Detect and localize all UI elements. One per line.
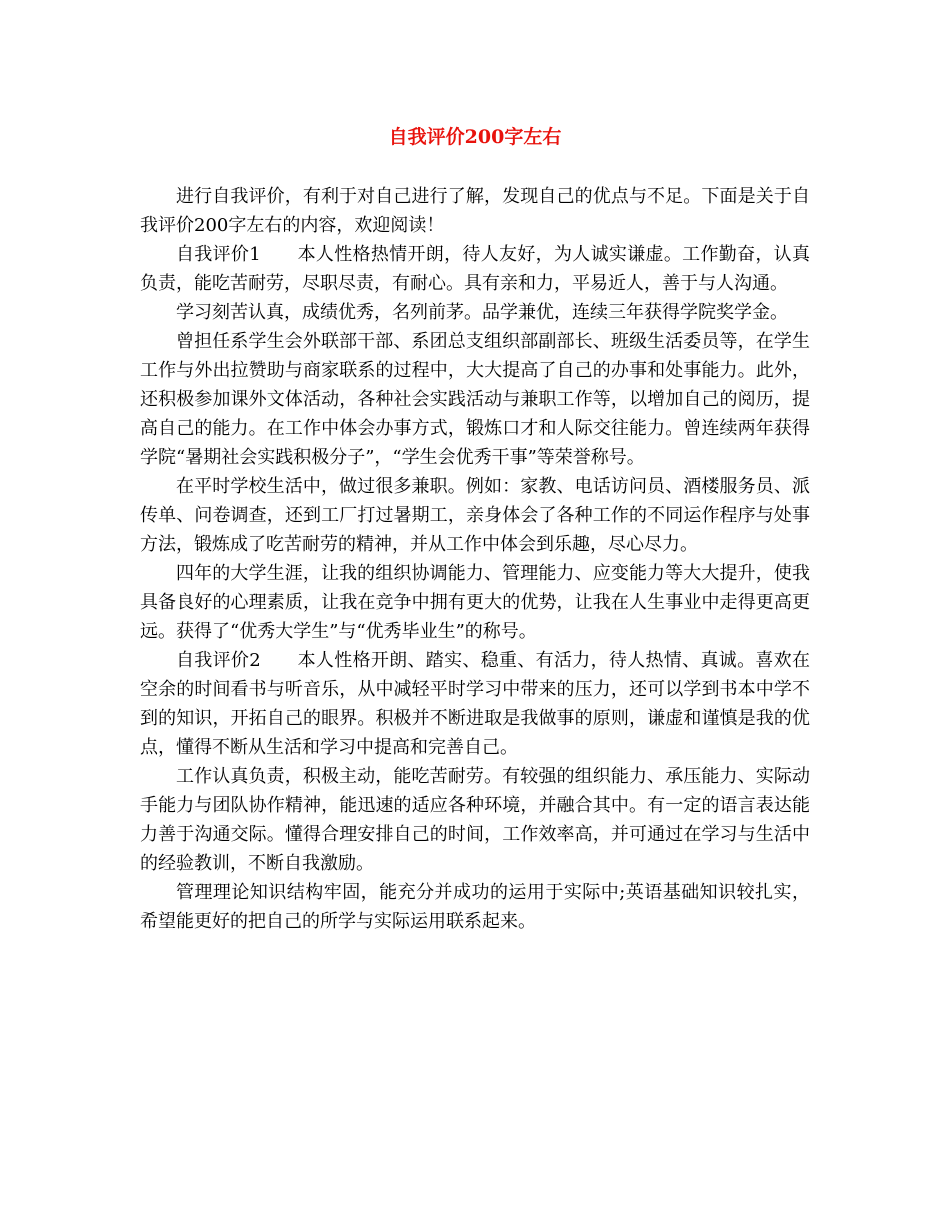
intro-paragraph: 进行自我评价，有利于对自己进行了解，发现自己的优点与不足。下面是关于自我评价200字左右的内容，欢迎阅读！ — [140, 186, 810, 236]
knowledge-paragraph: 管理理论知识结构牢固，能充分并成功的运用于实际中;英语基础知识较扎实，希望能更好的把自己的所学与实际运用联系起来。 — [140, 882, 810, 932]
work-attitude-paragraph: 工作认真负责，积极主动，能吃苦耐劳。有较强的组织能力、承压能力、实际动手能力与团队协作精神，能迅速的适应各种环境，并融合其中。有一定的语言表达能力善于沟通交际。懂得合理安排自己的时间，工作效率高，并可通过在学习与生活中的经验教训，不断自我激励。 — [140, 766, 810, 874]
university-life-paragraph: 四年的大学生涯，让我的组织协调能力、管理能力、应变能力等大大提升，使我具备良好的心理素质，让我在竞争中拥有更大的优势，让我在人生事业中走得更高更远。获得了“优秀大学生”与“优秀毕业生”的称号。 — [140, 563, 810, 642]
part-time-paragraph: 在平时学校生活中，做过很多兼职。例如：家教、电话访问员、酒楼服务员、派传单、问卷调查，还到工厂打过暑期工，亲身体会了各种工作的不同运作程序与处事方法，锻炼成了吃苦耐劳的精神，并从工作中体会到乐趣，尽心尽力。 — [140, 476, 810, 555]
document-body — [140, 182, 810, 936]
evaluation-1-paragraph: 自我评价1 本人性格热情开朗，待人友好，为人诚实谦虚。工作勤奋，认真负责，能吃苦耐劳，尽职尽责，有耐心。具有亲和力，平易近人，善于与人沟通。 — [140, 244, 810, 294]
study-paragraph: 学习刻苦认真，成绩优秀，名列前茅。品学兼优，连续三年获得学院奖学金。 — [176, 302, 788, 323]
student-union-paragraph: 曾担任系学生会外联部干部、系团总支组织部副部长、班级生活委员等，在学生工作与外出拉赞助与商家联系的过程中，大大提高了自己的办事和处事能力。此外，还积极参加课外文体活动，各种社会实践活动与兼职工作等，以增加自己的阅历，提高自己的能力。在工作中体会办事方式，锻炼口才和人际交往能力。曾连续两年获得学院“暑期社会实践积极分子”，“学生会优秀干事”等荣誉称号。 — [140, 331, 810, 468]
document-title: 自我评价200字左右 — [388, 126, 562, 148]
evaluation-2-paragraph: 自我评价2 本人性格开朗、踏实、稳重、有活力，待人热情、真诚。喜欢在空余的时间看书与听音乐，从中减轻平时学习中带来的压力，还可以学到书本中学不到的知识，开拓自己的眼界。积极并不断进取是我做事的原则，谦虚和谨慎是我的优点，懂得不断从生活和学习中提高和完善自己。 — [140, 650, 810, 758]
